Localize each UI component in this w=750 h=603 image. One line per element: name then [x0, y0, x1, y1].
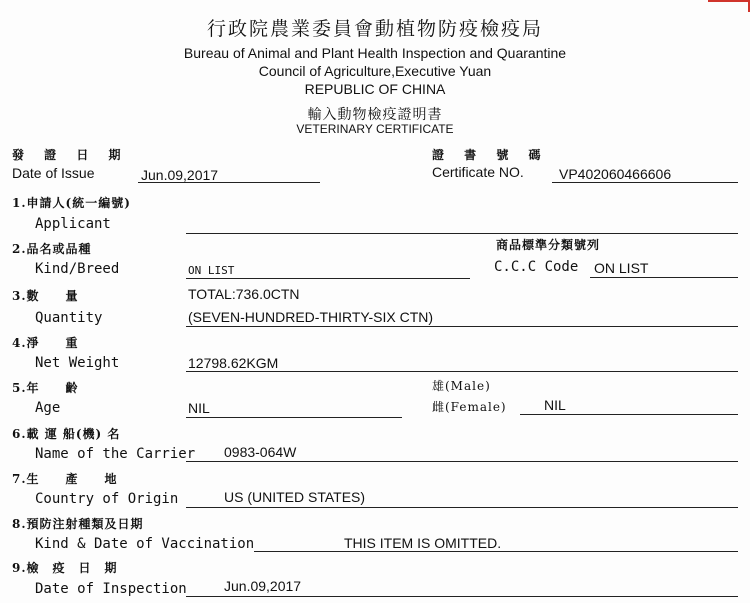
inspection-label-zh: 9.檢 疫 日 期: [12, 561, 118, 575]
issue-date-line: [138, 182, 320, 183]
quantity-label-zh: 3.數 量: [12, 289, 79, 303]
age-value: NIL: [188, 400, 210, 416]
quantity-line: [186, 326, 738, 327]
age-line: [186, 417, 402, 418]
kind-value: ON LIST: [188, 264, 235, 277]
cert-no-label-zh: 證 書 號 碼: [432, 148, 549, 162]
net-weight-line: [186, 371, 738, 372]
inspection-label-en: Date of Inspection: [35, 581, 187, 597]
bureau-name: Bureau of Animal and Plant Health Inspection and Quarantine: [183, 45, 567, 61]
issue-date-value: Jun.09,2017: [141, 167, 219, 183]
inspection-line: [186, 596, 738, 597]
female-label: 雌(Female): [432, 400, 507, 414]
certificate-title-zh: 輸入動物檢疫證明書: [307, 107, 443, 123]
corner-mark: [708, 0, 750, 12]
sex-value: NIL: [544, 397, 566, 413]
ccc-label-zh: 商品標準分類號列: [496, 238, 601, 252]
cert-no-line: [552, 182, 738, 183]
quantity-label-en: Quantity: [35, 310, 103, 326]
age-label-zh: 5.年 齡: [12, 381, 79, 395]
net-weight-value: 12798.62KGM: [188, 355, 279, 371]
ccc-value: ON LIST: [594, 260, 649, 276]
kind-line: [186, 278, 470, 279]
certificate-title-en: VETERINARY CERTIFICATE: [296, 122, 454, 136]
applicant-label-en: Applicant: [35, 216, 111, 232]
carrier-label-zh: 6.載 運 船(機) 名: [12, 427, 121, 441]
country-name: REPUBLIC OF CHINA: [304, 81, 446, 97]
vaccination-value: THIS ITEM IS OMITTED.: [344, 535, 502, 551]
cert-no-value: VP402060466606: [559, 166, 672, 182]
net-weight-label-zh: 4.淨 重: [12, 336, 79, 350]
vaccination-label-en: Kind & Date of Vaccination: [35, 536, 255, 552]
kind-label-zh: 2.品名或品種: [12, 242, 92, 256]
quantity-total-value: TOTAL:736.0CTN: [188, 286, 300, 302]
council-name: Council of Agriculture,Executive Yuan: [258, 63, 492, 79]
ccc-line: [590, 277, 738, 278]
applicant-line: [186, 233, 738, 234]
male-label: 雄(Male): [432, 379, 491, 393]
vaccination-label-zh: 8.預防注射種類及日期: [12, 517, 144, 531]
ccc-label-en: C.C.C Code: [494, 259, 579, 275]
carrier-label-en: Name of the Carrier: [35, 446, 196, 462]
vaccination-line: [254, 551, 738, 552]
quantity-words-value: (SEVEN-HUNDRED-THIRTY-SIX CTN): [188, 309, 434, 325]
kind-label-en: Kind/Breed: [35, 261, 120, 277]
carrier-line: [186, 461, 738, 462]
age-label-en: Age: [35, 400, 61, 416]
sex-line: [520, 414, 738, 415]
title-zh: 行政院農業委員會動植物防疫檢疫局: [206, 18, 543, 40]
origin-value: US (UNITED STATES): [224, 489, 366, 505]
applicant-label-zh: 1.申請人(統一編號): [12, 196, 131, 210]
cert-no-label-en: Certificate NO.: [432, 164, 524, 180]
issue-label-zh: 發 證 日 期: [12, 148, 129, 162]
origin-label-en: Country of Origin: [35, 491, 179, 507]
net-weight-label-en: Net Weight: [35, 355, 120, 371]
issue-label-en: Date of Issue: [12, 165, 95, 181]
origin-line: [186, 507, 738, 508]
inspection-value: Jun.09,2017: [224, 578, 302, 594]
origin-label-zh: 7.生 產 地: [12, 472, 118, 486]
carrier-value: 0983-064W: [224, 444, 297, 460]
